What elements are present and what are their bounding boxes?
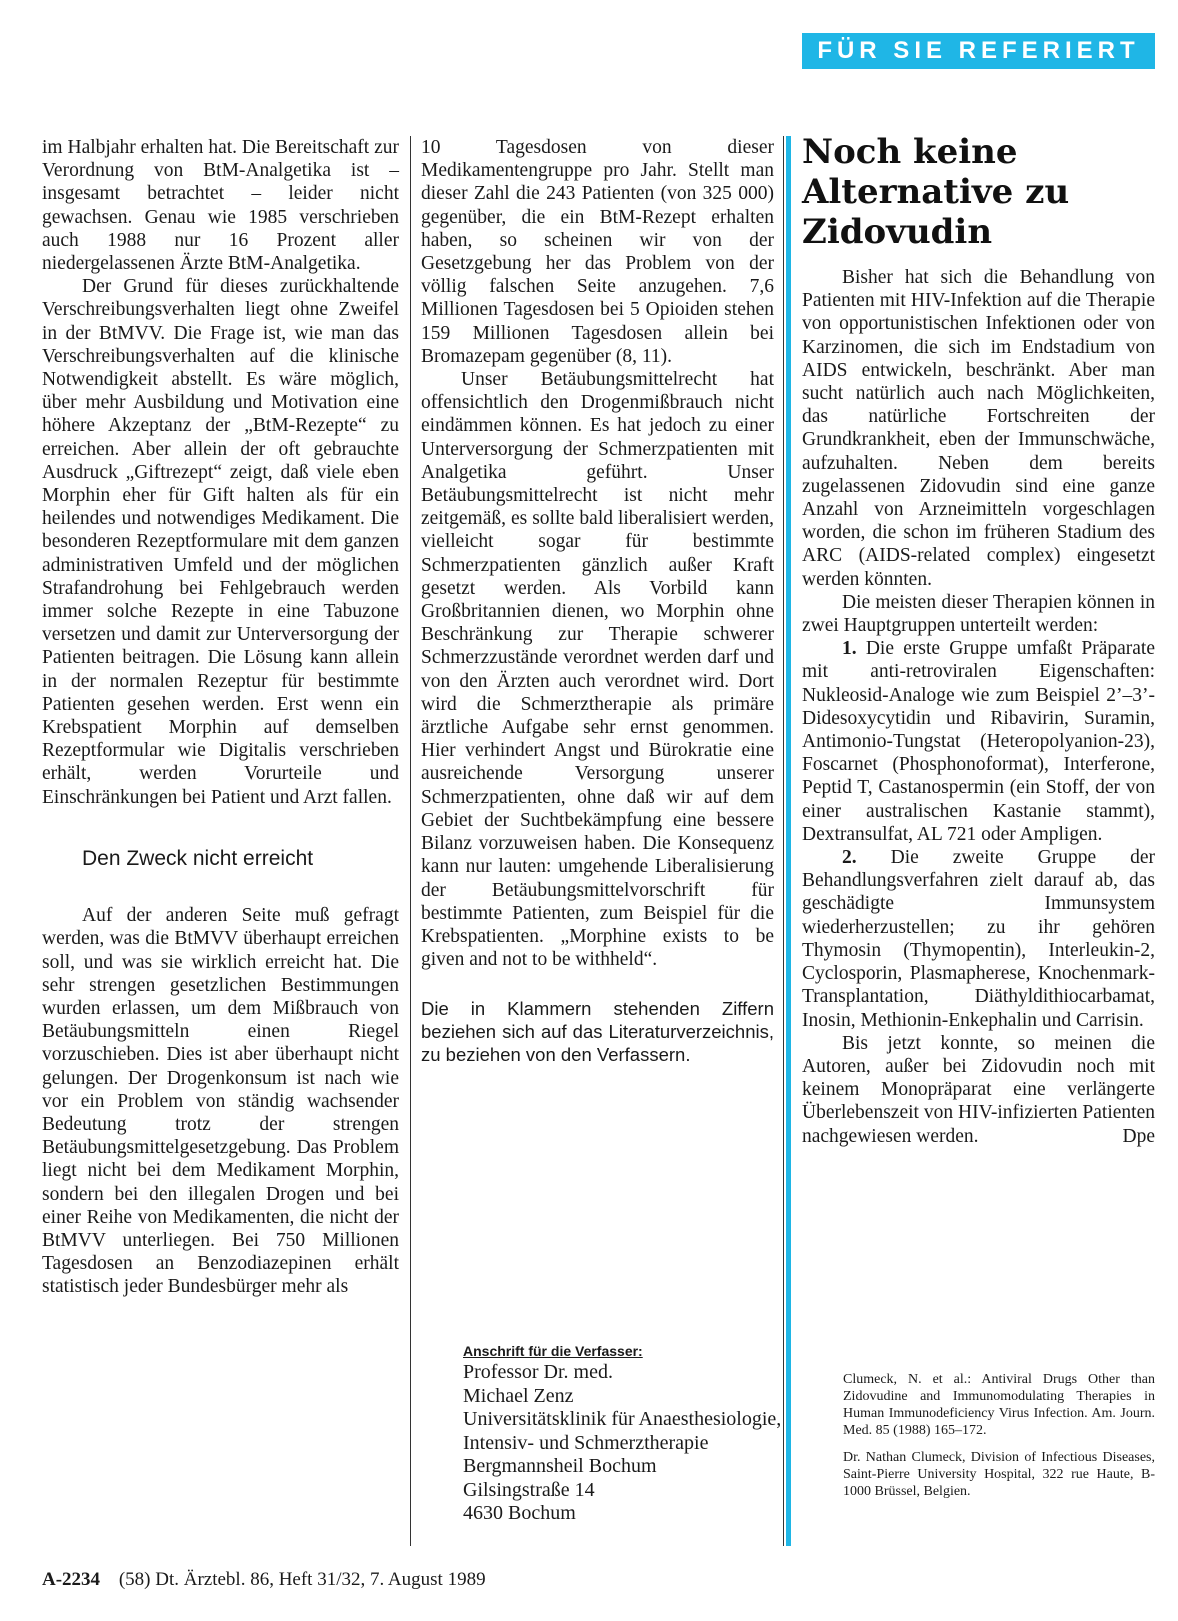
article-paragraph-3 (802, 637, 1155, 846)
references (843, 1371, 1155, 1510)
column-divider-1 (410, 136, 411, 1546)
column-divider-2 (783, 136, 784, 1546)
page-number: A-2234 (42, 1569, 101, 1590)
list-number-2: 2. (842, 847, 857, 869)
journal-citation: (58) Dt. Ärztebl. 86, Heft 31/32, 7. August 1989 (118, 1569, 486, 1590)
address-label: Anschrift für die Verfasser: (463, 1343, 643, 1359)
col1-paragraph-1: im Halbjahr erhalten hat. Die Bereitschaft zur Verordnung von BtM-Analgetika ist – insgesamt betrachtet – leider nicht gewachsen. Genau wie 1985 verschrieben auch 1988 nur 16 Prozent aller niedergelassenen Ärzte BtM-Analgetika. (42, 137, 399, 275)
page-footer (42, 1569, 486, 1591)
col2-paragraph-2: Unser Betäubungsmittelrecht hat offensichtlich den Drogenmißbrauch nicht eindämmen können. Es hat jedoch zu einer Unterversorgung der Schmerzpatienten mit Analgetika geführt. Unser Betäubungsmittelrecht ist nicht mehr zeitgemäß, es sollte bald liberalisiert werden, vielleicht sogar für bestimmte Schmerzpatienten gänzlich außer Kraft gesetzt werden. Als Vorbild kann Großbritannien dienen, wo Morphin ohne Beschränkung zur Therapie schwerer Schmerzzustände verordnet werden darf und von den Ärzten auch verordnet wird. Dort wird die Schmerztherapie als primäre ärztliche Aufgabe sehr ernst genommen. Hier verhindert Angst und Bürokratie eine ausreichende Versorgung unserer Schmerzpatienten, ohne daß wir auf dem Gebiet der Suchtbekämpfung eine bessere Bilanz vorzuweisen haben. Die Konsequenz kann nur lauten: umgehende Liberalisierung der Betäubungsmittelvorschrift für bestimmte Patienten, zum Beispiel für die Krebspatienten. „Morphine exists to be given and not to be withheld“. (421, 369, 774, 971)
address-line-4: Bergmannsheil Bochum (463, 1455, 657, 1477)
list-number-1: 1. (842, 638, 857, 660)
article-title: Noch keine Alternative zu Zidovudin (802, 132, 1070, 252)
author-address (463, 1341, 783, 1526)
col1-paragraph-2: Der Grund für dieses zurückhaltende Verschreibungsverhalten liegt ohne Zweifel in der BtMVV. Die Frage ist, wie man das Verschreibungsverhalten auf die klinische Notwendigkeit abstellt. Es wäre möglich, über mehr Ausbildung und Motivation eine höhere Akzeptanz der „BtM-Rezepte“ zu erreichen. Aber allein der oft gebrauchte Ausdruck „Giftrezept“ zeigt, daß viele eben Morphin eher für Gift halten als für ein heilendes und notwendiges Medikament. Die besonderen Rezeptformulare mit dem ganzen administrativen Umfeld und der möglichen Strafandrohung bei Fehlgebrauch werden immer solche Rezepte in eine Tabuzone versetzen und damit zur Unterversorgung der Patienten beitragen. Die Lösung kann allein in der normalen Rezeptur für bestimmte Patienten gesehen werden. Erst wenn ein Krebspatient Morphin auf demselben Rezeptformular wie Digitalis verschrieben erhält, werden Vorurteile und Einschränkungen bei Patient und Arzt fallen. (42, 276, 399, 808)
article-paragraph-5-text: Bis jetzt konnte, so meinen die Autoren, außer bei Zidovudin noch mit keinem Monopräparat eine verlängerte Überlebenszeit von HIV-infizierten Patienten nachgewiesen werden. (802, 1032, 1155, 1147)
section-banner: FÜR SIE REFERIERT (802, 33, 1155, 69)
reference-1: Clumeck, N. et al.: Antiviral Drugs Other than Zidovudine and Immunomodulating Therapies in Human Immunodeficiency Virus Infection. Am. Journ. Med. 85 (1988) 165–172. (843, 1372, 1155, 1438)
reference-2: Dr. Nathan Clumeck, Division of Infectious Diseases, Saint-Pierre University Hospital, 322 rue Haute, B-1000 Brüssel, Belgien. (843, 1450, 1155, 1499)
reference-note: Die in Klammern stehenden Ziffern beziehen sich auf das Literaturverzeichnis, zu beziehen von den Verfassern. (421, 998, 774, 1066)
list-text-1: Die erste Gruppe umfaßt Präparate mit anti-retroviralen Eigenschaften: Nukleosid-Analoge wie zum Beispiel 2’–3’-Didesoxycytidin und Ribavirin, Suramin, Antimonio-Tungstat (Heteropolyanion-23), Foscarnet (Phosphonoformat), Interferone, Peptid T, Castanospermin (ein Stoff, der von einer australischen Kastanie stammt), Dextransulfat, AL 721 oder Ampligen. (802, 638, 1155, 845)
article-paragraph-5 (802, 1032, 1155, 1148)
list-text-2: Die zweite Gruppe der Behandlungsverfahren zielt darauf ab, das geschädigte Immunsystem wiederherzustellen; zu ihr gehören Thymosin (Thymopentin), Interleukin-2, Cyclosporin, Plasmapherese, Knochenmark-Transplantation, Diäthyldithiocarbamat, Inosin, Methionin-Enkephalin und Carrisin. (802, 847, 1156, 1031)
section-subheading: Den Zweck nicht erreicht (82, 846, 314, 870)
address-line-1: Professor Dr. med. (463, 1361, 613, 1383)
column-1 (42, 136, 399, 1299)
address-line-2: Michael Zenz (463, 1384, 574, 1407)
article-signature: Dpe (1122, 1125, 1155, 1147)
article-paragraph-1: Bisher hat sich die Behandlung von Patienten mit HIV-Infektion auf die Therapie von opportunistischen Infektionen oder von Karzinomen, die sich im Endstadium von AIDS entwickeln, beschränkt. Aber man sucht natürlich auch nach Möglichkeiten, das natürliche Fortschreiten der Grundkrankheit, eben der Immunschwäche, aufzuhalten. Neben dem bereits zugelassenen Zidovudin sind eine ganze Anzahl von Arzneimitteln vorgeschlagen worden, die schon im früheren Stadium des ARC (AIDS-related complex) eingesetzt werden könnten. (802, 267, 1155, 590)
column-2 (421, 136, 774, 1066)
address-line-3: Universitätsklinik für Anaesthesiologie, Intensiv- und Schmerztherapie (463, 1408, 782, 1454)
article-accent-bar (786, 136, 791, 1546)
address-line-5: Gilsingstraße 14 (463, 1478, 595, 1501)
col2-paragraph-1: 10 Tagesdosen von dieser Medikamentengruppe pro Jahr. Stellt man dieser Zahl die 243 Patienten (von 325 000) gegenüber, die ein BtM-Rezept erhalten haben, so scheinen wir von der Gesetzgebung her das Problem von der völlig falschen Seite anzugehen. 7,6 Millionen Tagesdosen bei 5 Opioiden stehen 159 Millionen Tagesdosen allein bei Bromazepam gegenüber (8, 11). (421, 137, 774, 367)
column-3 (802, 266, 1155, 1148)
article-paragraph-4 (802, 846, 1155, 1032)
col1-paragraph-3: Auf der anderen Seite muß gefragt werden, was die BtMVV überhaupt erreichen soll, und was sie wirklich erreicht hat. Die sehr strengen gesetzlichen Bestimmungen wurden erlassen, um dem Mißbrauch von Betäubungsmitteln einen Riegel vorzuschieben. Dies ist aber überhaupt nicht gelungen. Der Drogenkonsum ist nach wie vor ein Problem von ständig wachsender Bedeutung trotz der strengen Betäubungsmittelgesetzgebung. Das Problem liegt nicht bei dem Medikament Morphin, sondern bei den illegalen Drogen und bei einer Reihe von Medikamenten, die nicht der BtMVV unterliegen. Bei 750 Millionen Tagesdosen an Benzodiazepinen erhält statistisch jeder Bundesbürger mehr als (42, 905, 399, 1298)
article-paragraph-2: Die meisten dieser Therapien können in zwei Hauptgruppen unterteilt werden: (802, 591, 1155, 637)
address-line-6: 4630 Bochum (463, 1502, 576, 1524)
